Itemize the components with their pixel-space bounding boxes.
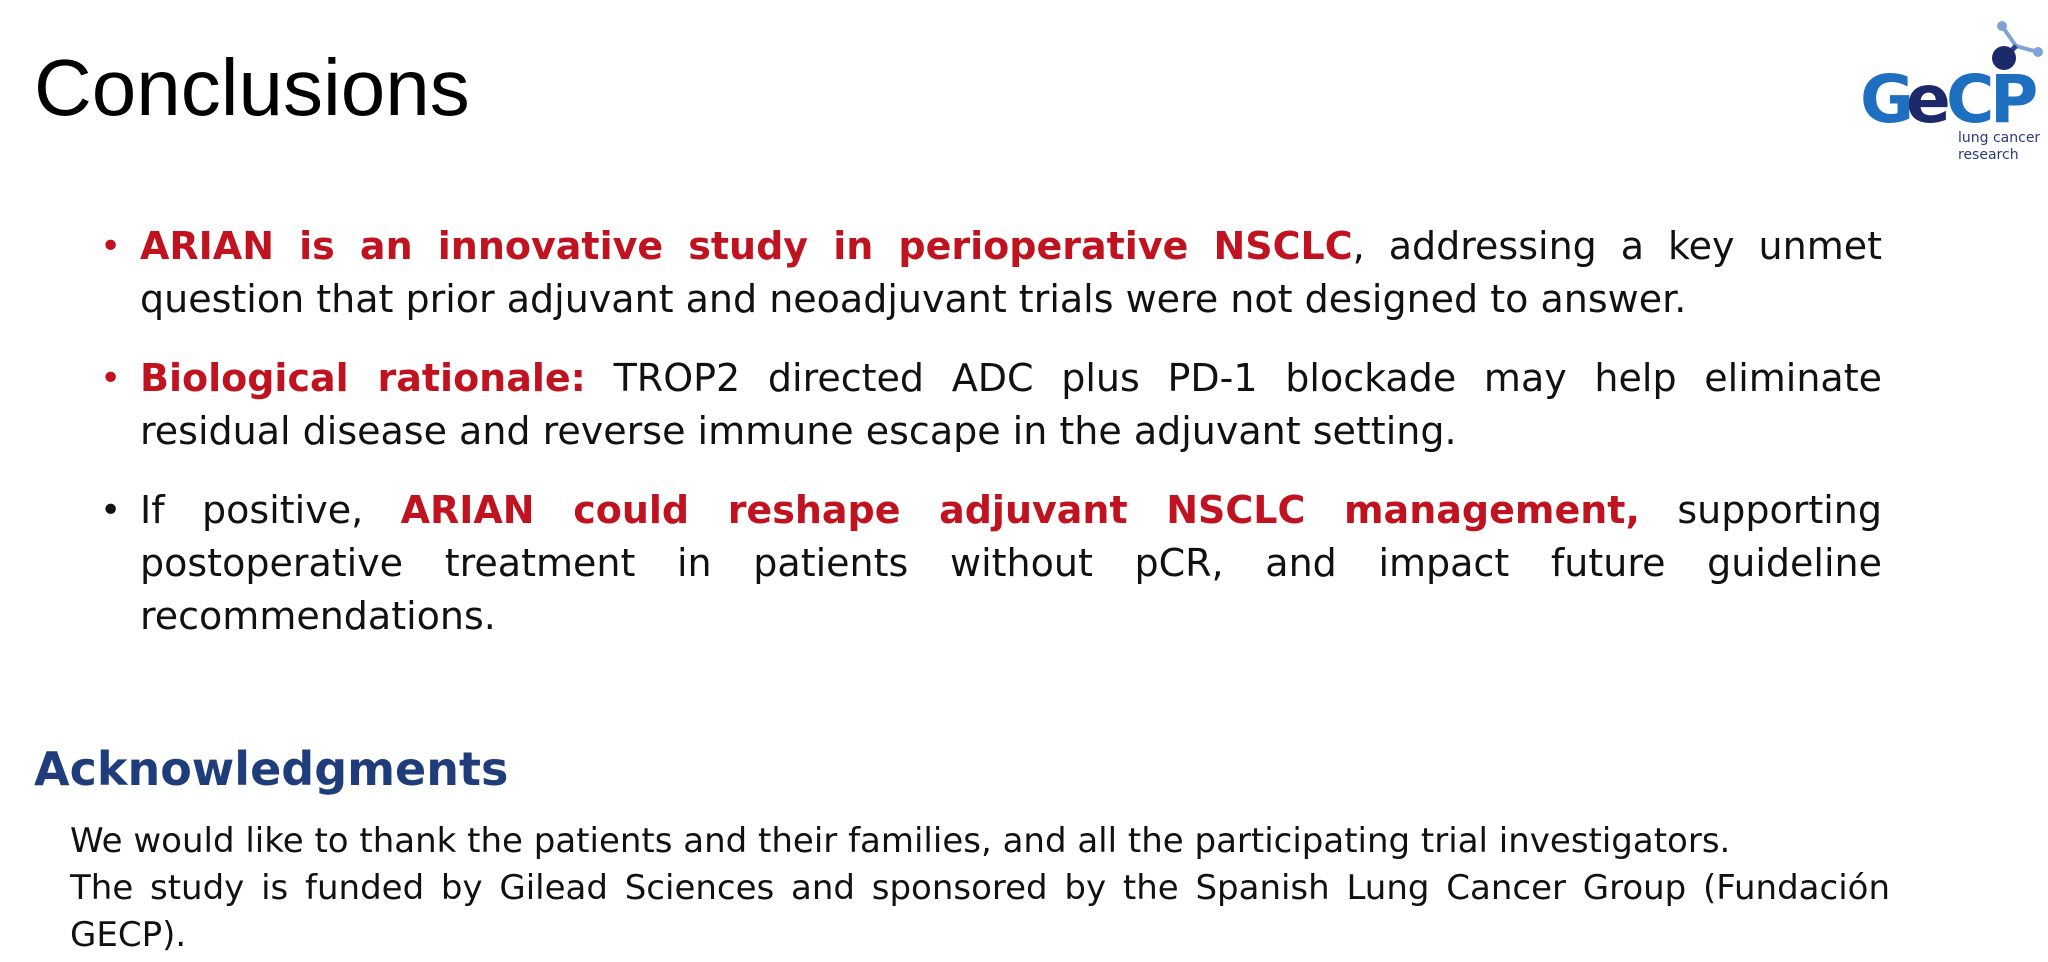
bullet-marker: • — [100, 358, 122, 399]
bullet-marker: • — [100, 490, 122, 531]
conclusion-text: , addressing a key unmet question that prior adjuvant and neoadjuvant trials were not designed to answer. — [140, 224, 1882, 321]
logo-tagline — [1958, 130, 2040, 164]
acknowledgments-line: The study is funded by Gilead Sciences and sponsored by the Spanish Lung Cancer Group (Fundación GECP). — [70, 868, 1890, 955]
logo-letter-g: G — [1860, 61, 1915, 138]
conclusions-list — [100, 220, 1882, 669]
slide-title: Conclusions — [34, 43, 470, 132]
logo-letter-e: e — [1906, 61, 1951, 138]
bullet-marker: • — [100, 226, 122, 267]
acknowledgments-title: Acknowledgments — [34, 742, 509, 796]
acknowledgments-body — [70, 818, 1890, 959]
conclusion-prefix: If positive, — [140, 488, 401, 532]
conclusion-highlight: ARIAN is an innovative study in perioperative NSCLC — [140, 224, 1353, 268]
conclusion-item — [100, 484, 1882, 643]
logo-tagline-line1: lung cancer — [1958, 130, 2041, 146]
logo-letter-c: C — [1946, 61, 1995, 138]
logo-letter-p: P — [1990, 61, 2039, 138]
conclusion-item — [100, 352, 1882, 458]
conclusion-highlight: ARIAN could reshape adjuvant NSCLC management, — [400, 488, 1640, 532]
conclusion-text: TROP2 directed ADC plus PD-1 blockade may help eliminate residual disease and reverse immune escape in the adjuvant setting. — [140, 356, 1882, 453]
acknowledgments-line: We would like to thank the patients and their families, and all the participating trial investigators. — [70, 821, 1731, 861]
conclusion-highlight: Biological rationale: — [140, 356, 586, 400]
conclusion-item — [100, 220, 1882, 326]
conclusion-text: supporting postoperative treatment in patients without pCR, and impact future guideline recommendations. — [140, 488, 1882, 638]
logo-tagline-line2: research — [1958, 147, 2019, 163]
